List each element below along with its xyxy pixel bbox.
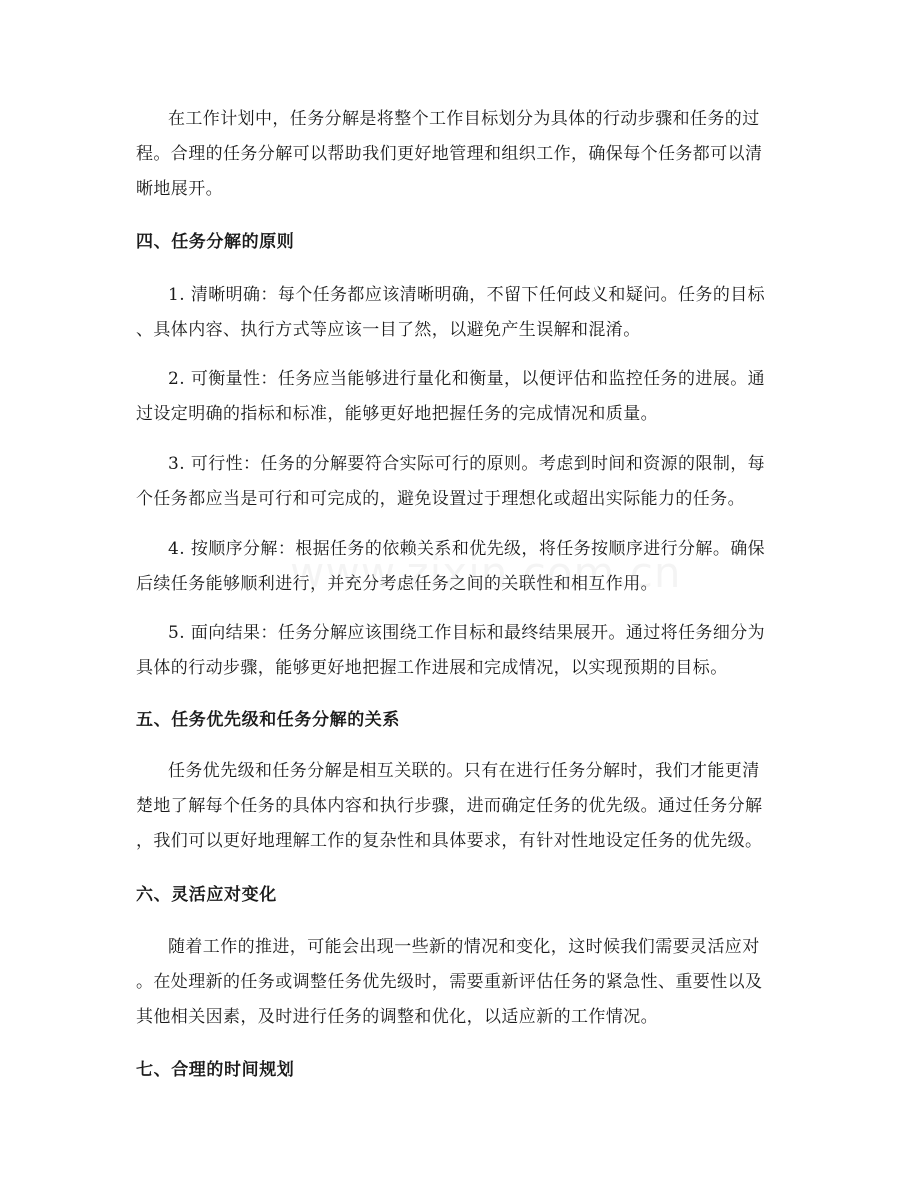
principle-item-5 (136, 616, 765, 686)
principle-3-line-1: 3. 可行性：任务的分解要符合实际可行的原则。考虑到时间和资源的限制，每 (168, 454, 766, 474)
principle-item-1 (136, 278, 765, 348)
principle-3-line-2: 个任务都应当是可行和可完成的，避免设置过于理想化或超出实际能力的任务。 (136, 489, 745, 509)
intro-paragraph (136, 102, 762, 207)
principle-2-line-1: 2. 可衡量性：任务应当能够进行量化和衡量，以便评估和监控任务的进展。通 (168, 369, 766, 389)
principle-5-line-2: 具体的行动步骤，能够更好地把握工作进展和完成情况，以实现预期的目标。 (136, 658, 728, 678)
principle-item-4 (136, 532, 765, 602)
principle-1-line-1: 1. 清晰明确：每个任务都应该清晰明确，不留下任何歧义和疑问。任务的目标 (168, 285, 766, 305)
section-5-line-2: 楚地了解每个任务的具体内容和执行步骤，进而确定任务的优先级。通过任务分解 (136, 796, 763, 816)
section-5-line-1: 任务优先级和任务分解是相互关联的。只有在进行任务分解时，我们才能更清 (168, 761, 760, 781)
section-6-line-1: 随着工作的推进，可能会出现一些新的情况和变化，这时候我们需要灵活应对 (168, 937, 760, 957)
section-5-heading: 五、任务优先级和任务分解的关系 (136, 710, 400, 730)
section-7-heading: 七、合理的时间规划 (136, 1060, 295, 1080)
principle-2-line-2: 过设定明确的指标和标准，能够更好地把握任务的完成情况和质量。 (136, 404, 658, 424)
principle-5-line-1: 5. 面向结果：任务分解应该围绕工作目标和最终结果展开。通过将任务细分为 (168, 623, 766, 643)
intro-line-2: 程。合理的任务分解可以帮助我们更好地管理和组织工作，确保每个任务都可以清 (136, 144, 763, 164)
principle-item-3 (136, 447, 765, 517)
section-6-line-2: 。在处理新的任务或调整任务优先级时，需要重新评估任务的紧急性、重要性以及 (136, 972, 763, 992)
intro-line-3: 晰地展开。 (136, 179, 223, 199)
section-6-line-3: 其他相关因素，及时进行任务的调整和优化，以适应新的工作情况。 (136, 1007, 658, 1027)
principle-item-2 (136, 362, 765, 432)
section-6-paragraph (136, 930, 762, 1035)
principle-1-line-2: 、具体内容、执行方式等应该一目了然，以避免产生误解和混淆。 (136, 320, 641, 340)
section-6-heading: 六、灵活应对变化 (136, 885, 277, 905)
intro-line-1: 在工作计划中，任务分解是将整个工作目标划分为具体的行动步骤和任务的过 (168, 109, 760, 129)
section-5-line-3: ，我们可以更好地理解工作的复杂性和具体要求，有针对性地设定任务的优先级。 (136, 831, 763, 851)
section-4-heading: 四、任务分解的原则 (136, 232, 295, 252)
section-5-paragraph (136, 754, 762, 859)
principle-4-line-2: 后续任务能够顺利进行，并充分考虑任务之间的关联性和相互作用。 (136, 574, 658, 594)
principle-4-line-1: 4. 按顺序分解：根据任务的依赖关系和优先级，将任务按顺序进行分解。确保 (168, 539, 766, 559)
